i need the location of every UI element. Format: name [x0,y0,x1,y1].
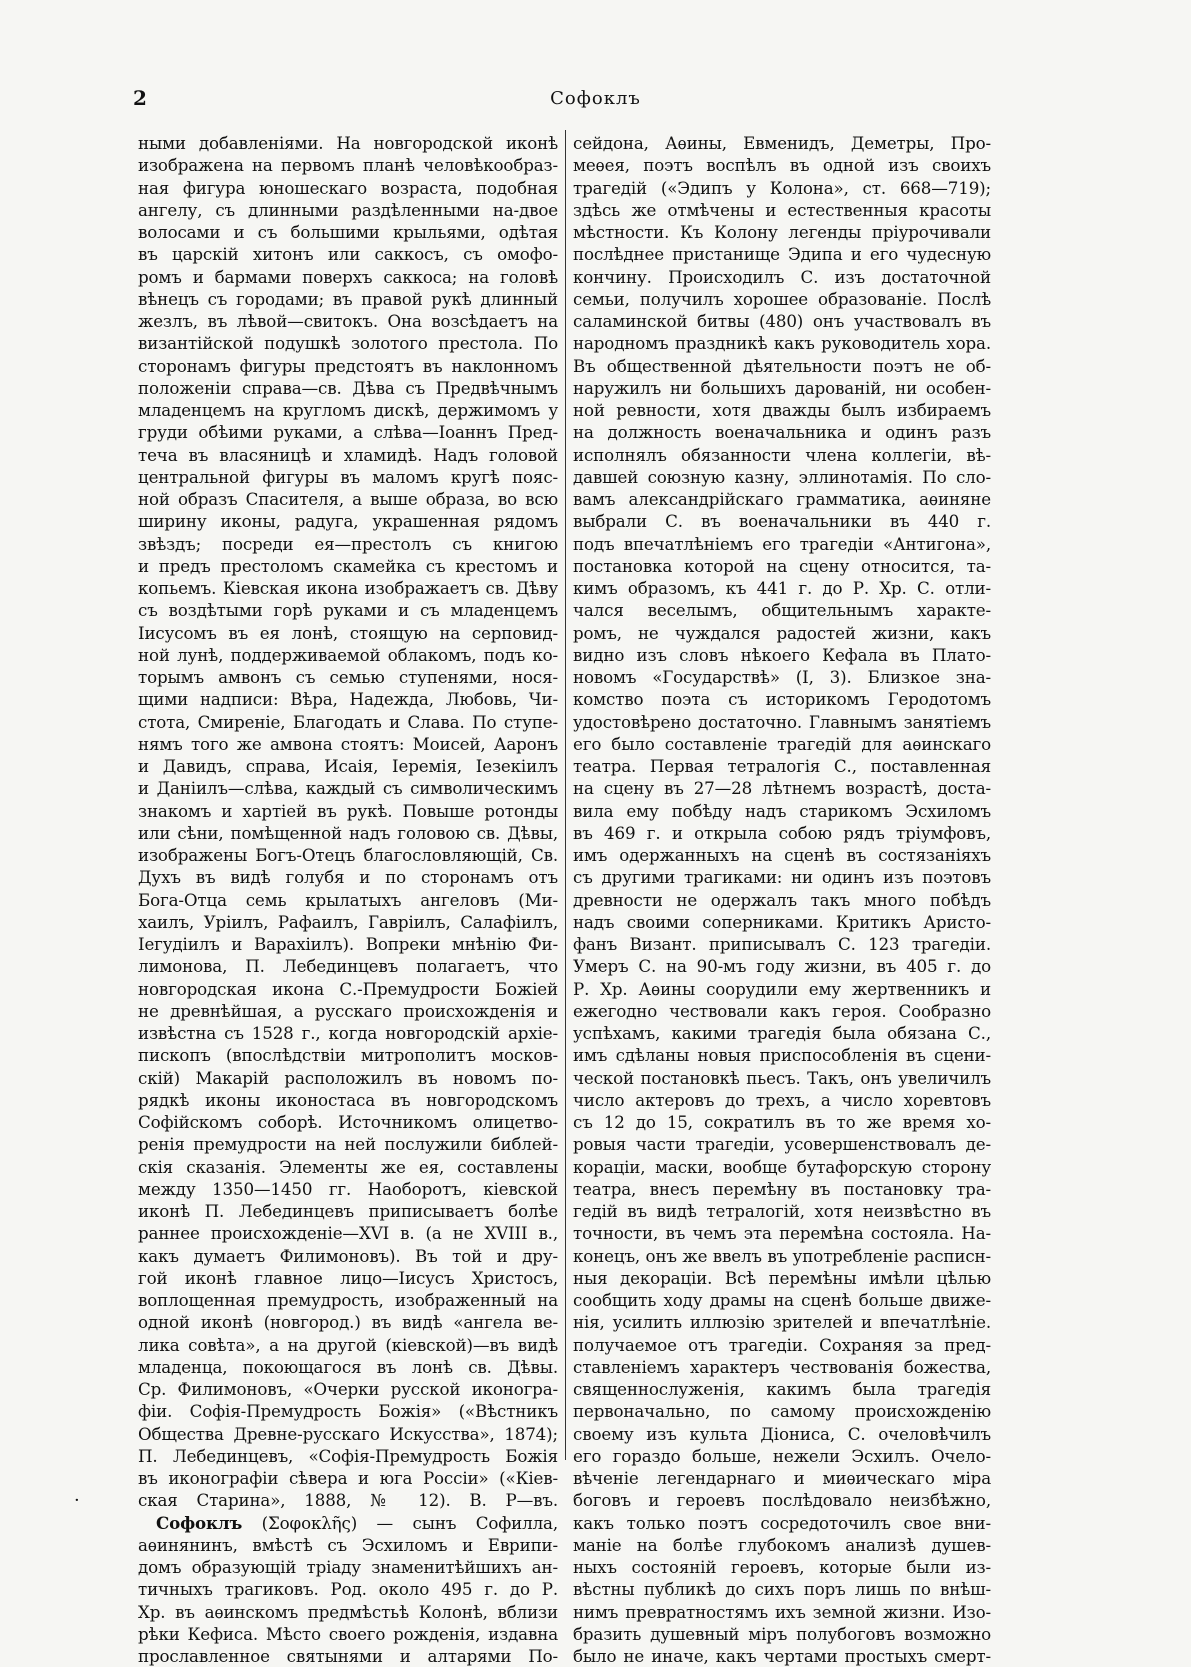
text-line: ныя декораціи. Всѣ перемѣны имѣли цѣлью [573,1267,991,1288]
text-line: сейдона, Аѳины, Евменидъ, Деметры, Про- [573,133,991,153]
text-line: лимонова, П. Лебединцевъ полагаетъ, что [138,956,558,977]
text-line: ширину иконы, радуга, украшенная рядомъ [138,511,558,532]
left-column [138,132,558,1666]
text-line: ромъ, не чуждался радостей жизни, какъ [573,622,991,643]
text-line: хаилъ, Уріилъ, Рафаилъ, Гавріилъ, Салафіилъ, [138,911,558,932]
text-line: Бога-Отца семь крылатыхъ ангеловъ (Ми- [138,889,558,910]
text-line: нія, усилить иллюзію зрителей и впечатлѣніе. [573,1312,991,1333]
text-line: нямъ того же амвона стоятъ: Моисей, Ааронъ [138,733,558,754]
text-line: Іисусомъ въ ея лонѣ, стоящую на серповид- [138,622,558,643]
text-line: въ 469 г. и открыла собою рядъ тріумфовъ, [573,822,991,843]
text-line: одной иконѣ (новгород.) въ видѣ «ангела ве- [138,1312,558,1333]
text-line: Духъ въ видѣ голубя и по сторонамъ отъ [138,867,558,888]
text-line: комство поэта съ историкомъ Геродотомъ [573,689,991,710]
text-line: новомъ «Государствѣ» (I, 3). Близкое зна- [573,667,991,687]
text-line: исполнялъ обязанности члена коллегіи, вѣ- [573,444,991,465]
text-line: кимъ образомъ, къ 441 г. до Р. Хр. С. отли- [573,578,991,598]
text-line: изображена на первомъ планѣ человѣкообраз- [138,155,558,176]
page-number: 2 [133,86,147,110]
text-line: здѣсь же отмѣчены и естественныя красоты [573,199,991,220]
text-line: копьемъ. Кіевская икона изображаетъ св. Дѣву [138,578,558,598]
text-line: извѣстна съ 1528 г., когда новгородскій архіе- [138,1023,558,1043]
text-line: успѣхамъ, какими трагедія была обязана С., [573,1023,991,1043]
text-line: кончину. Происходилъ С. изъ достаточной [573,266,991,287]
text-line: театра, внесъ перемѣну въ постановку тра- [573,1178,991,1199]
text-line: маніе на болѣе глубокомъ анализѣ душев- [573,1534,991,1555]
text-line: семьи, получилъ хорошее образованіе. Послѣ [573,288,991,309]
text-line: ставленіемъ характеръ чествованія божества, [573,1356,991,1377]
text-line: своему изъ культа Діониса, С. очеловѣчилъ [573,1423,991,1444]
text-line: щими надписи: Вѣра, Надежда, Любовь, Чи- [138,689,558,710]
text-line: Въ общественной дѣятельности поэтъ не об- [573,355,991,376]
text-line: сообщить ходу драмы на сценѣ больше движе- [573,1290,991,1310]
text-line: П. Лебединцевъ, «Софія-Премудрость Божія [138,1445,558,1466]
text-line: фіи. Софія-Премудрость Божія» («Вѣстникъ [138,1401,558,1422]
text-line: скій) Макарій расположилъ въ новомъ по- [138,1067,558,1088]
text-line: Софоклъ (Σοφοκλῆς) — сынъ Софилла, [156,1512,558,1533]
text-line: саламинской битвы (480) онъ участвовалъ въ [573,311,991,331]
text-line: или сѣни, помѣщенной надъ головою св. Дѣвы, [138,822,558,843]
text-line: послѣднее пристанище Эдипа и его чудесную [573,244,991,265]
text-line: ной ревности, хотя дважды былъ избираемъ [573,400,991,420]
text-line: раннее происхожденіе—XVI в. (а не XVIII в., [138,1223,558,1244]
text-line: какъ думаетъ Филимоновъ). Въ той и дру- [138,1245,558,1266]
text-line: рѣки Кефиса. Мѣсто своего рожденія, издавна [138,1623,558,1644]
text-line: пископъ (впослѣдствіи митрополитъ москов- [138,1045,558,1066]
text-line: ренія премудрости на ней послужили библей- [138,1134,558,1155]
text-line: чался веселымъ, общительнымъ характе- [573,600,991,621]
text-line: стота, Смиреніе, Благодать и Слава. По ступе- [138,711,558,732]
text-line: давшей союзную казну, эллинотамія. По сло- [573,466,991,487]
text-line: ангелу, съ длинными раздѣленными на-двое [138,199,558,220]
text-line: новгородская икона С.-Премудрости Божіей [138,978,558,999]
text-line: младенцемъ на кругломъ дискѣ, держимомъ у [138,400,558,420]
text-line: аѳинянинъ, вмѣстѣ съ Эсхиломъ и Еврипи- [138,1534,558,1555]
text-line: Іегудіилъ и Варахіилъ). Вопреки мнѣнію Фи- [138,934,558,954]
text-line: теча въ власяницѣ и хламидѣ. Надъ головой [138,444,558,465]
text-line: ежегодно чествовали какъ героя. Сообразно [573,1000,991,1021]
text-line: византійской подушкѣ золотого престола. По [138,333,558,354]
text-line: какъ только поэтъ сосредоточилъ свое вни- [573,1512,991,1533]
text-line: вѣстны публикѣ до сихъ поръ лишь по внѣш- [573,1579,991,1600]
text-line: звѣздъ; посреди ея—престолъ съ книгою [138,533,558,554]
text-line: фанъ Визант. приписывалъ С. 123 трагедіи. [573,934,991,954]
text-line: центральной фигуры въ маломъ кругѣ пояс- [138,466,558,487]
text-line: гой иконѣ главное лицо—Іисусъ Христосъ, [138,1267,558,1288]
text-line: выбрали С. въ военачальники въ 440 г. [573,511,991,532]
text-line: ромъ и бармами поверхъ саккоса; на головѣ [138,266,558,287]
text-line: торымъ амвонъ съ семью ступенями, нося- [138,667,558,687]
text-line: ская Старина», 1888, № 12). В. Р—въ. [138,1490,558,1511]
text-line: положеніи справа—св. Дѣва съ Предвѣчнымъ [138,377,558,398]
text-line: его было составленіе трагедій для аѳинскаго [573,733,991,754]
text-line: Хр. въ аѳинскомъ предмѣстьѣ Колонѣ, вблизи [138,1601,558,1622]
text-line: съ 12 до 15, сократилъ въ то же время хо- [573,1112,991,1132]
stray-mark: · [74,1490,80,1511]
text-line: имъ одержанныхъ на сценѣ въ состязаніяхъ [573,845,991,865]
text-line: воплощенная премудрость, изображенный на [138,1290,558,1310]
text-line: ной лунѣ, поддерживаемой облакомъ, подъ ко- [138,644,558,665]
text-line: рядкѣ иконы иконостаса въ новгородскомъ [138,1089,558,1110]
text-line: сторонамъ фигуры предстоятъ въ наклонномъ [138,355,558,376]
text-line: наружилъ ни большихъ дарованій, ни особен- [573,377,991,398]
text-line: ная фигура юношескаго возраста, подобная [138,177,558,198]
text-line: видно изъ словъ нѣкоего Кефала въ Плато- [573,644,991,665]
text-line: знакомъ и хартіей въ рукѣ. Повыше ротонды [138,800,558,821]
text-line: удостовѣрено достаточно. Главнымъ занятіемъ [573,711,991,732]
text-line: въ царскій хитонъ или саккосъ, съ омофо- [138,244,558,265]
right-column [573,132,991,1666]
text-line: трагедій («Эдипъ у Колона», ст. 668—719); [573,177,991,198]
text-line: вѣченіе легендарнаго и миѳическаго міра [573,1468,991,1488]
text-line: театра. Первая тетралогія С., поставленная [573,756,991,776]
text-line: бразить душевный міръ полубоговъ возможно [573,1623,991,1644]
text-line: Ср. Филимоновъ, «Очерки русской иконогра- [138,1379,558,1399]
text-line: волосами и съ большими крыльями, одѣтая [138,222,558,242]
text-line: съ другими трагиками: ни одинъ изъ поэтовъ [573,867,991,888]
text-line: Софійскомъ соборѣ. Источникомъ олицетво- [138,1112,558,1132]
text-line: на должность военачальника и одинъ разъ [573,422,991,443]
text-line: число актеровъ до трехъ, а число хоревтовъ [573,1089,991,1110]
text-line: Р. Хр. Аѳины соорудили ему жертвенникъ и [573,978,991,999]
text-line: надъ своими соперниками. Критикъ Аристо- [573,911,991,932]
text-line: на сцену въ 27—28 лѣтнемъ возрастѣ, доста- [573,778,991,799]
text-line: его гораздо больше, нежели Эсхилъ. Очело- [573,1445,991,1466]
text-line: тичныхъ трагиковъ. Род. около 495 г. до Р. [138,1579,558,1600]
text-line: древности не одержалъ такъ много побѣдъ [573,889,991,910]
text-line: въ иконографіи сѣвера и юга Россіи» («Кіев- [138,1468,558,1488]
text-line: конецъ, онъ же ввелъ въ употребленіе расписн- [573,1245,991,1266]
text-line: изображены Богъ-Отецъ благословляющій, Св. [138,845,558,865]
text-line: съ воздѣтыми горѣ руками и съ младенцемъ [138,600,558,621]
text-line: народномъ праздникѣ какъ руководитель хора. [573,333,991,354]
text-line: имъ сдѣланы новыя приспособленія въ сцени- [573,1045,991,1066]
text-line: и Давидъ, справа, Исаія, Іеремія, Іезекіилъ [138,756,558,776]
text-line: не древнѣйшая, а русскаго происхожденія и [138,1000,558,1021]
text-line: младенца, покоющагося въ лонѣ св. Дѣвы. [138,1356,558,1377]
text-line: вамъ александрійскаго грамматика, аѳиняне [573,489,991,509]
text-line: кораціи, маски, вообще бутафорскую сторону [573,1156,991,1177]
text-line: получаемое отъ трагедіи. Сохраняя за пред- [573,1334,991,1355]
text-line: Общества Древне-русскаго Искусства», 1874); [138,1423,558,1444]
column-divider [565,130,566,1460]
text-line: и Даніилъ—слѣва, каждый съ символическимъ [138,778,558,799]
text-line: нимъ превратностямъ ихъ земной жизни. Изо- [573,1601,991,1622]
text-line: и предъ престоломъ скамейка съ крестомъ и [138,555,558,576]
text-line: ческой постановкѣ пьесъ. Такъ, онъ увеличилъ [573,1067,991,1088]
text-line: лика совѣта», а на другой (кіевской)—въ видѣ [138,1334,558,1355]
text-line: между 1350—1450 гг. Наоборотъ, кіевской [138,1178,558,1199]
text-line: священнослуженія, какимъ была трагедія [573,1379,991,1399]
text-line: точности, въ чемъ эта перемѣна состояла. На- [573,1223,991,1244]
text-line: груди обѣими руками, а слѣва—Іоаннъ Пред- [138,422,558,443]
text-line: меѳея, поэтъ воспѣлъ въ одной изъ своихъ [573,155,991,176]
text-line: ныхъ состояній героевъ, которые были из- [573,1557,991,1577]
text-line: мѣстности. Къ Колону легенды пріурочивали [573,222,991,242]
running-head: Софоклъ [550,88,641,109]
text-line: гедій въ видѣ тетралогій, хотя неизвѣстно въ [573,1201,991,1221]
text-line: постановка которой на сцену относится, та- [573,555,991,576]
text-line: ными добавленіями. На новгородской иконѣ [138,133,558,153]
text-line: жезлъ, въ лѣвой—свитокъ. Она возсѣдаетъ на [138,311,558,331]
text-line: боговъ и героевъ послѣдовало неизбѣжно, [573,1490,991,1511]
text-line: ной образъ Спасителя, а выше образа, во всю [138,489,558,509]
text-line: иконѣ П. Лебединцевъ приписываетъ болѣе [138,1201,558,1221]
text-line: Умеръ С. на 90-мъ году жизни, въ 405 г. до [573,956,991,977]
text-line: скія сказанія. Элементы же ея, составлены [138,1156,558,1177]
text-line: было не иначе, какъ чертами простыхъ смерт- [573,1646,991,1666]
text-line: домъ образующій тріаду знаменитѣйшихъ ан- [138,1557,558,1577]
text-line: вѣнецъ съ городами; въ правой рукѣ длинный [138,288,558,309]
text-line: вила ему побѣду надъ старикомъ Эсхиломъ [573,800,991,821]
text-line: прославленное святынями и алтарями По- [138,1646,558,1666]
text-line: первоначально, по самому происхожденію [573,1401,991,1422]
text-line: подъ впечатлѣніемъ его трагедіи «Антигона», [573,533,991,554]
text-line: ровыя части трагедіи, усовершенствовалъ де- [573,1134,991,1155]
